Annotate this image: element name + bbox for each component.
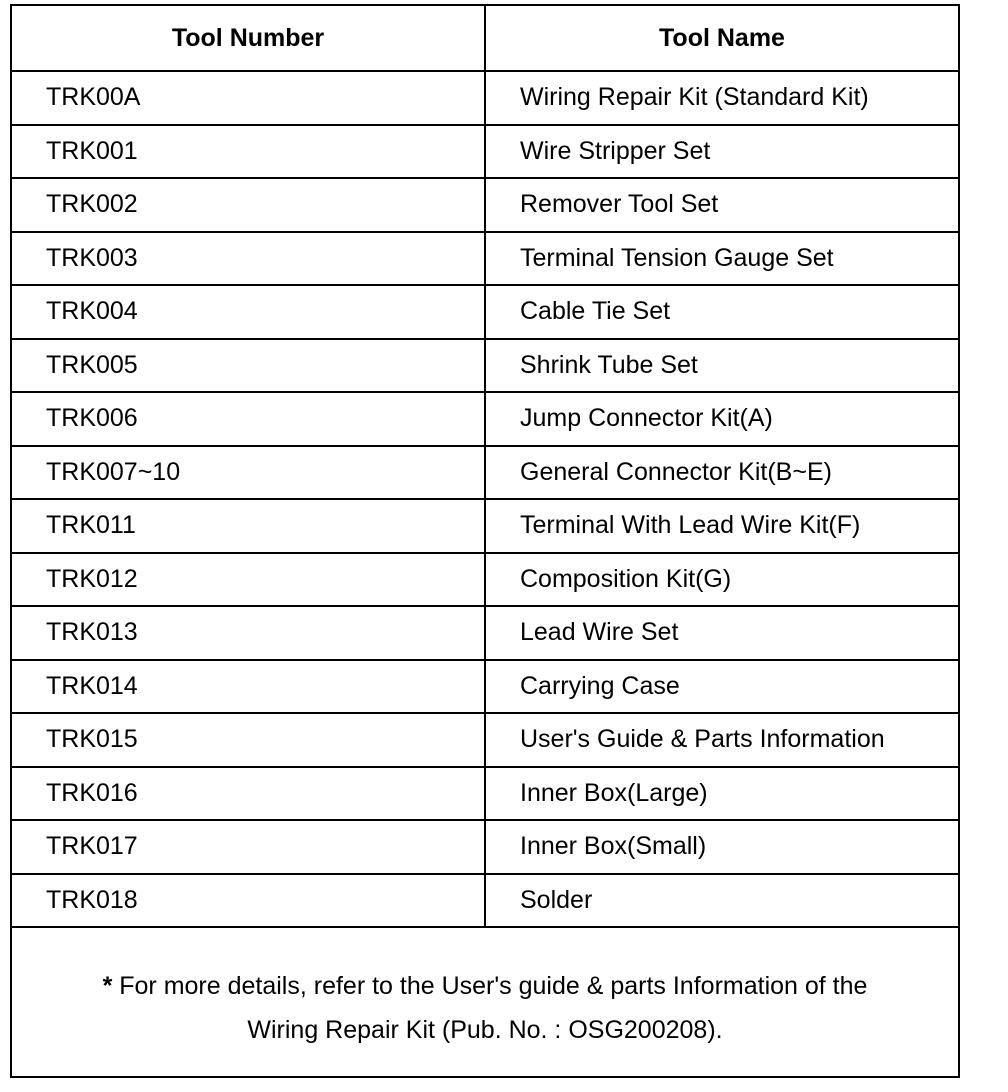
tool-number-cell: TRK015: [12, 713, 485, 767]
tool-number-cell: TRK004: [12, 285, 485, 339]
table-row: [12, 285, 958, 339]
tool-name-cell: Shrink Tube Set: [485, 339, 958, 393]
table-row: [12, 339, 958, 393]
header-tool-number: Tool Number: [12, 6, 485, 71]
table-row: [12, 125, 958, 179]
table-row: [12, 874, 958, 928]
table-row: [12, 606, 958, 660]
header-tool-name: Tool Name: [485, 6, 958, 71]
tool-number-cell: TRK013: [12, 606, 485, 660]
tool-name-cell: Remover Tool Set: [485, 178, 958, 232]
footnote-line-2: Wiring Repair Kit (Pub. No. : OSG200208).: [247, 1016, 723, 1044]
footnote-text-1: For more details, refer to the User's guide & parts Information of the: [119, 972, 868, 1000]
table-row: [12, 660, 958, 714]
tool-name-cell: Inner Box(Small): [485, 820, 958, 874]
tool-number-cell: TRK006: [12, 392, 485, 446]
tool-number-cell: TRK016: [12, 767, 485, 821]
table-row: [12, 392, 958, 446]
tool-name-cell: Terminal Tension Gauge Set: [485, 232, 958, 286]
table-row: [12, 178, 958, 232]
tool-name-cell: Wiring Repair Kit (Standard Kit): [485, 71, 958, 125]
table-header-row: [12, 6, 958, 71]
table-row: [12, 713, 958, 767]
tool-name-cell: Solder: [485, 874, 958, 928]
tool-number-cell: TRK007~10: [12, 446, 485, 500]
tool-number-cell: TRK005: [12, 339, 485, 393]
tool-number-cell: TRK001: [12, 125, 485, 179]
tool-number-cell: TRK002: [12, 178, 485, 232]
tool-name-cell: User's Guide & Parts Information: [485, 713, 958, 767]
tool-number-cell: TRK014: [12, 660, 485, 714]
tool-name-cell: Wire Stripper Set: [485, 125, 958, 179]
footnote-marker: *: [102, 972, 113, 1000]
table-row: [12, 820, 958, 874]
tool-number-cell: TRK017: [12, 820, 485, 874]
tool-number-cell: TRK00A: [12, 71, 485, 125]
table-row: [12, 446, 958, 500]
tool-name-cell: Cable Tie Set: [485, 285, 958, 339]
tool-name-cell: Carrying Case: [485, 660, 958, 714]
tool-name-cell: Terminal With Lead Wire Kit(F): [485, 499, 958, 553]
tool-number-cell: TRK003: [12, 232, 485, 286]
tool-table-body: [12, 71, 958, 927]
tool-name-cell: Lead Wire Set: [485, 606, 958, 660]
tool-number-cell: TRK011: [12, 499, 485, 553]
tool-name-cell: Inner Box(Large): [485, 767, 958, 821]
table-row: [12, 232, 958, 286]
footnote: [12, 928, 958, 1052]
tool-table: [12, 6, 958, 928]
tool-name-cell: Jump Connector Kit(A): [485, 392, 958, 446]
tool-list-document: [10, 4, 960, 1078]
tool-name-cell: Composition Kit(G): [485, 553, 958, 607]
tool-name-cell: General Connector Kit(B~E): [485, 446, 958, 500]
table-row: [12, 499, 958, 553]
footnote-line-1: [12, 964, 958, 1008]
table-row: [12, 767, 958, 821]
table-row: [12, 71, 958, 125]
tool-number-cell: TRK018: [12, 874, 485, 928]
table-row: [12, 553, 958, 607]
tool-number-cell: TRK012: [12, 553, 485, 607]
